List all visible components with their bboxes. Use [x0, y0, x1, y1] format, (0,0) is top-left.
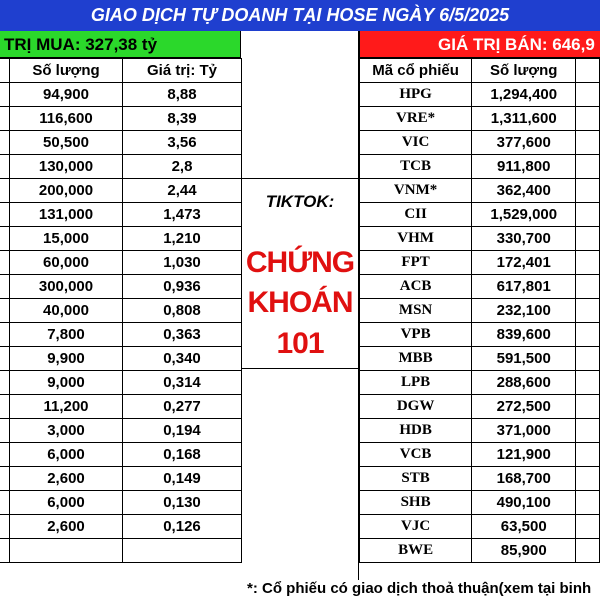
quantity-cell: 272,500: [472, 395, 576, 419]
quantity-cell: 300,000: [10, 275, 123, 299]
table-row: [0, 443, 242, 467]
table-row: [0, 251, 242, 275]
table-row: [0, 347, 242, 371]
ticker-cell: [0, 515, 10, 539]
table-row: [360, 179, 600, 203]
table-row: [0, 467, 242, 491]
value-cell: 8,39: [123, 107, 242, 131]
table-row: [0, 179, 242, 203]
table-row: [360, 419, 600, 443]
ticker-cell: [0, 179, 10, 203]
quantity-cell: 9,000: [10, 371, 123, 395]
value-cell: [576, 323, 600, 347]
quantity-cell: 911,800: [472, 155, 576, 179]
table-row: [0, 323, 242, 347]
value-cell: [576, 299, 600, 323]
footnote: *: Cổ phiếu có giao dịch thoả thuận(xem tại binh: [247, 580, 592, 597]
ticker-cell: TCB: [360, 155, 472, 179]
value-cell: 0,168: [123, 443, 242, 467]
quantity-cell: 1,529,000: [472, 203, 576, 227]
ticker-cell: VHM: [360, 227, 472, 251]
value-cell: [576, 131, 600, 155]
ticker-cell: VCB: [360, 443, 472, 467]
tiktok-label: TIKTOK:: [265, 192, 335, 211]
quantity-cell: 94,900: [10, 83, 123, 107]
value-cell: [576, 443, 600, 467]
quantity-cell: 116,600: [10, 107, 123, 131]
sell-col-value: [576, 59, 600, 83]
quantity-cell: 617,801: [472, 275, 576, 299]
value-cell: [123, 539, 242, 563]
value-cell: 3,56: [123, 131, 242, 155]
quantity-cell: 1,311,600: [472, 107, 576, 131]
value-cell: [576, 347, 600, 371]
ticker-cell: [0, 251, 10, 275]
quantity-cell: 63,500: [472, 515, 576, 539]
value-cell: 1,210: [123, 227, 242, 251]
table-row: [360, 395, 600, 419]
value-cell: 0,277: [123, 395, 242, 419]
table-row: [360, 299, 600, 323]
ticker-cell: [0, 83, 10, 107]
value-cell: 1,030: [123, 251, 242, 275]
value-cell: 0,363: [123, 323, 242, 347]
value-cell: [576, 395, 600, 419]
table-row: [0, 371, 242, 395]
table-row: [360, 251, 600, 275]
ticker-cell: VIC: [360, 131, 472, 155]
ticker-cell: [0, 203, 10, 227]
table-row: [360, 227, 600, 251]
ticker-cell: CII: [360, 203, 472, 227]
value-cell: [576, 155, 600, 179]
table-row: [0, 107, 242, 131]
value-cell: [576, 203, 600, 227]
quantity-cell: 9,900: [10, 347, 123, 371]
ticker-cell: BWE: [360, 539, 472, 563]
brand-line: CHỨNG: [245, 246, 355, 279]
table-row: [0, 419, 242, 443]
table-row: [360, 83, 600, 107]
quantity-cell: 172,401: [472, 251, 576, 275]
table-row: [0, 299, 242, 323]
ticker-cell: VRE*: [360, 107, 472, 131]
buy-col-ticker: [0, 59, 10, 83]
sell-col-ticker: Mã cổ phiếu: [360, 59, 472, 83]
table-row: [0, 83, 242, 107]
quantity-cell: 490,100: [472, 491, 576, 515]
table-row: [0, 155, 242, 179]
table-row: [360, 275, 600, 299]
quantity-cell: 6,000: [10, 443, 123, 467]
value-cell: [576, 179, 600, 203]
quantity-cell: 85,900: [472, 539, 576, 563]
ticker-cell: VPB: [360, 323, 472, 347]
value-cell: [576, 539, 600, 563]
table-row: [360, 107, 600, 131]
table-row: [0, 491, 242, 515]
quantity-cell: 40,000: [10, 299, 123, 323]
brand-line: 101: [276, 327, 324, 360]
quantity-cell: 6,000: [10, 491, 123, 515]
value-cell: 2,8: [123, 155, 242, 179]
ticker-cell: [0, 155, 10, 179]
quantity-cell: 50,500: [10, 131, 123, 155]
sell-col-quantity: Số lượng: [472, 59, 576, 83]
buy-total-header: TRỊ MUA: 327,38 tỷ: [0, 31, 241, 58]
ticker-cell: [0, 227, 10, 251]
ticker-cell: [0, 107, 10, 131]
quantity-cell: 7,800: [10, 323, 123, 347]
table-row: [360, 155, 600, 179]
quantity-cell: 371,000: [472, 419, 576, 443]
table-row: [0, 275, 242, 299]
quantity-cell: 288,600: [472, 371, 576, 395]
quantity-cell: 130,000: [10, 155, 123, 179]
table-row: [360, 203, 600, 227]
table-row: [0, 515, 242, 539]
quantity-cell: 15,000: [10, 227, 123, 251]
table-row: [360, 371, 600, 395]
value-cell: 1,473: [123, 203, 242, 227]
value-cell: [576, 467, 600, 491]
ticker-cell: VNM*: [360, 179, 472, 203]
value-cell: 0,130: [123, 491, 242, 515]
ticker-cell: DGW: [360, 395, 472, 419]
ticker-cell: STB: [360, 467, 472, 491]
value-cell: [576, 107, 600, 131]
ticker-cell: [0, 275, 10, 299]
value-cell: 2,44: [123, 179, 242, 203]
ticker-cell: HDB: [360, 419, 472, 443]
ticker-cell: HPG: [360, 83, 472, 107]
ticker-cell: VJC: [360, 515, 472, 539]
table-row: [0, 131, 242, 155]
ticker-cell: SHB: [360, 491, 472, 515]
quantity-cell: 330,700: [472, 227, 576, 251]
buy-table: [0, 58, 242, 563]
quantity-cell: 3,000: [10, 419, 123, 443]
quantity-cell: 232,100: [472, 299, 576, 323]
ticker-cell: [0, 131, 10, 155]
ticker-cell: [0, 467, 10, 491]
table-row: [0, 539, 242, 563]
value-cell: 0,340: [123, 347, 242, 371]
ticker-cell: MSN: [360, 299, 472, 323]
quantity-cell: 591,500: [472, 347, 576, 371]
table-row: [360, 515, 600, 539]
quantity-cell: 200,000: [10, 179, 123, 203]
quantity-cell: [10, 539, 123, 563]
page-title: GIAO DỊCH TỰ DOANH TẠI HOSE NGÀY 6/5/2025: [0, 0, 600, 31]
ticker-cell: [0, 347, 10, 371]
table-row: [360, 491, 600, 515]
value-cell: 0,936: [123, 275, 242, 299]
table-row: [360, 131, 600, 155]
sell-table: [359, 58, 600, 563]
value-cell: [576, 491, 600, 515]
table-row: [0, 395, 242, 419]
table-row: [0, 227, 242, 251]
table-row: [360, 347, 600, 371]
quantity-cell: 131,000: [10, 203, 123, 227]
sell-table-header-row: [360, 59, 600, 83]
value-cell: 0,194: [123, 419, 242, 443]
value-cell: [576, 227, 600, 251]
ticker-cell: LPB: [360, 371, 472, 395]
table-row: [360, 467, 600, 491]
value-cell: 0,314: [123, 371, 242, 395]
buy-col-value: Giá trị: Tỷ: [123, 59, 242, 83]
ticker-cell: MBB: [360, 347, 472, 371]
sell-total-header: GIÁ TRỊ BÁN: 646,9: [359, 31, 600, 58]
table-row: [360, 443, 600, 467]
ticker-cell: [0, 419, 10, 443]
divider: [241, 368, 359, 369]
ticker-cell: FPT: [360, 251, 472, 275]
table-row: [360, 539, 600, 563]
ticker-cell: [0, 539, 10, 563]
ticker-cell: [0, 491, 10, 515]
ticker-cell: [0, 371, 10, 395]
ticker-cell: [0, 299, 10, 323]
value-cell: [576, 251, 600, 275]
quantity-cell: 1,294,400: [472, 83, 576, 107]
quantity-cell: 362,400: [472, 179, 576, 203]
quantity-cell: 11,200: [10, 395, 123, 419]
buy-col-quantity: Số lượng: [10, 59, 123, 83]
table-row: [360, 323, 600, 347]
ticker-cell: ACB: [360, 275, 472, 299]
quantity-cell: 60,000: [10, 251, 123, 275]
divider: [241, 178, 359, 179]
value-cell: 0,808: [123, 299, 242, 323]
quantity-cell: 2,600: [10, 515, 123, 539]
value-cell: [576, 83, 600, 107]
ticker-cell: [0, 443, 10, 467]
ticker-cell: [0, 395, 10, 419]
value-cell: 8,88: [123, 83, 242, 107]
value-cell: [576, 371, 600, 395]
brand-line: KHOÁN: [247, 286, 353, 319]
value-cell: [576, 419, 600, 443]
quantity-cell: 168,700: [472, 467, 576, 491]
value-cell: [576, 515, 600, 539]
table-row: [0, 203, 242, 227]
quantity-cell: 377,600: [472, 131, 576, 155]
quantity-cell: 839,600: [472, 323, 576, 347]
value-cell: [576, 275, 600, 299]
buy-table-header-row: [0, 59, 242, 83]
value-cell: 0,149: [123, 467, 242, 491]
quantity-cell: 121,900: [472, 443, 576, 467]
value-cell: 0,126: [123, 515, 242, 539]
ticker-cell: [0, 323, 10, 347]
quantity-cell: 2,600: [10, 467, 123, 491]
